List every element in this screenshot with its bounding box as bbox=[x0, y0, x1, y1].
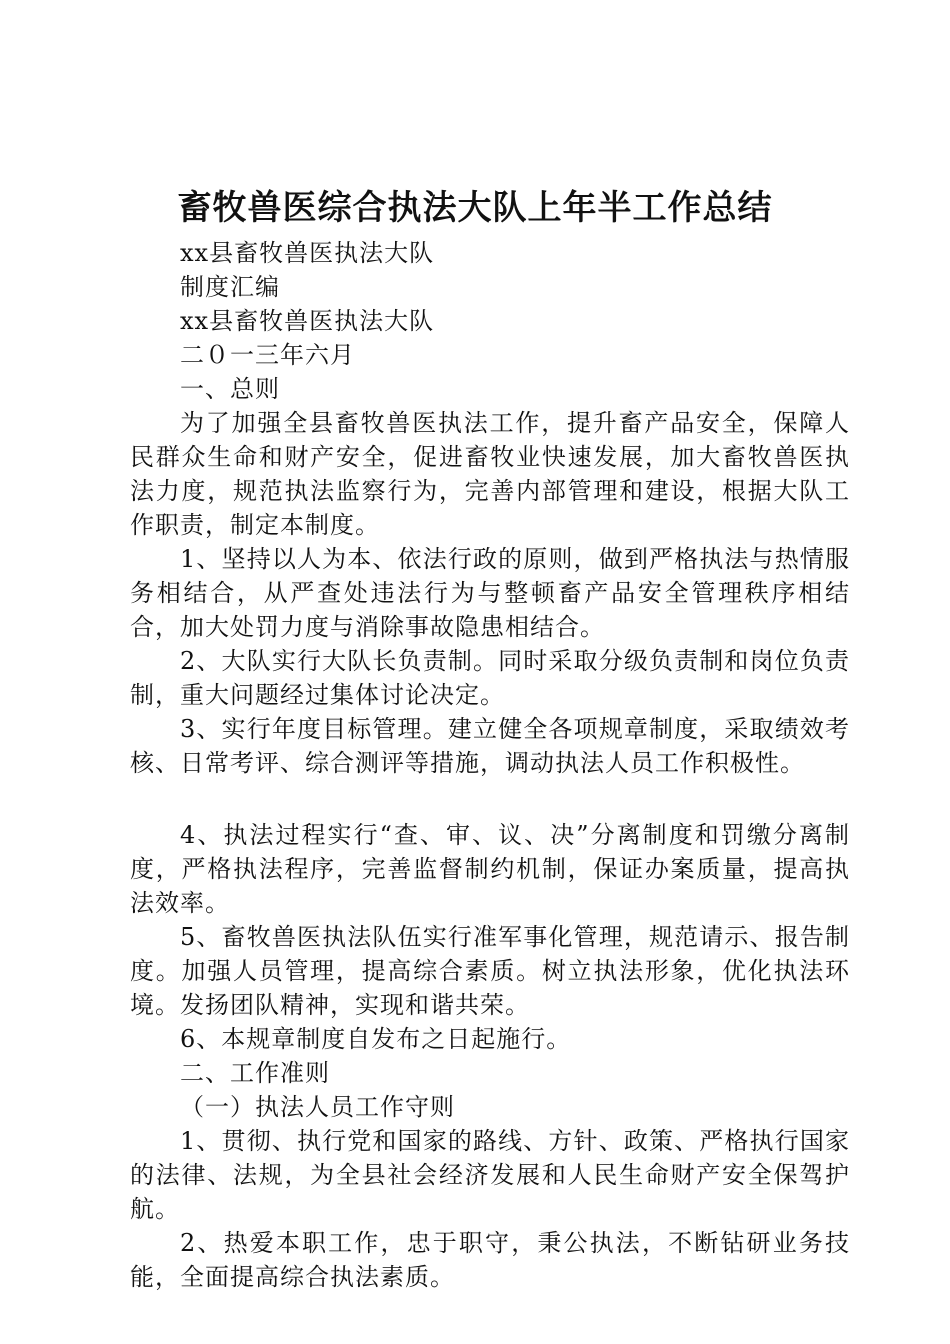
section-heading-general: 一、总则 bbox=[180, 375, 280, 403]
paragraph-item-1: 1、坚持以人为本、依法行政的原则，做到严格执法与热情服务相结合，从严查处违法行为与整顿畜产品安全管理秩序相结合，加大处罚力度与消除事故隐患相结合。 bbox=[130, 545, 850, 641]
paragraph-item-6: 6、本规章制度自发布之日起施行。 bbox=[180, 1025, 572, 1053]
paragraph-item-2: 2、大队实行大队长负责制。同时采取分级负责制和岗位负责制，重大问题经过集体讨论决定。 bbox=[130, 647, 850, 709]
paragraph-compilation: 制度汇编 bbox=[180, 273, 280, 301]
section-heading-work-rules: 二、工作准则 bbox=[180, 1059, 330, 1087]
paragraph-item-4: 4、执法过程实行“查、审、议、决”分离制度和罚缴分离制度，严格执法程序，完善监督制约机制，保证办案质量，提高执法效率。 bbox=[130, 821, 850, 917]
paragraph-rule-2: 2、热爱本职工作，忠于职守，秉公执法，不断钻研业务技能，全面提高综合执法素质。 bbox=[130, 1229, 850, 1291]
paragraph-item-3: 3、实行年度目标管理。建立健全各项规章制度，采取绩效考核、日常考评、综合测评等措施，调动执法人员工作积极性。 bbox=[130, 715, 850, 777]
paragraph-date: 二０一三年六月 bbox=[180, 341, 355, 369]
subsection-heading-code: （一）执法人员工作守则 bbox=[180, 1093, 455, 1121]
paragraph-org-name: xx县畜牧兽医执法大队 bbox=[180, 239, 435, 267]
paragraph-gap bbox=[130, 780, 850, 818]
document-title: 畜牧兽医综合执法大队上年半工作总结 bbox=[177, 188, 773, 228]
paragraph-rule-1: 1、贯彻、执行党和国家的路线、方针、政策、严格执行国家的法律、法规，为全县社会经济发展和人民生命财产安全保驾护航。 bbox=[130, 1127, 850, 1223]
paragraph-item-5: 5、畜牧兽医执法队伍实行准军事化管理，规范请示、报告制度。加强人员管理，提高综合素质。树立执法形象，优化执法环境。发扬团队精神，实现和谐共荣。 bbox=[130, 923, 850, 1019]
document-body bbox=[130, 236, 850, 1294]
paragraph-purpose: 为了加强全县畜牧兽医执法工作，提升畜产品安全，保障人民群众生命和财产安全，促进畜牧业快速发展，加大畜牧兽医执法力度，规范执法监察行为，完善内部管理和建设，根据大队工作职责，制定本制度。 bbox=[130, 409, 850, 539]
paragraph-org-name-2: xx县畜牧兽医执法大队 bbox=[180, 307, 435, 335]
